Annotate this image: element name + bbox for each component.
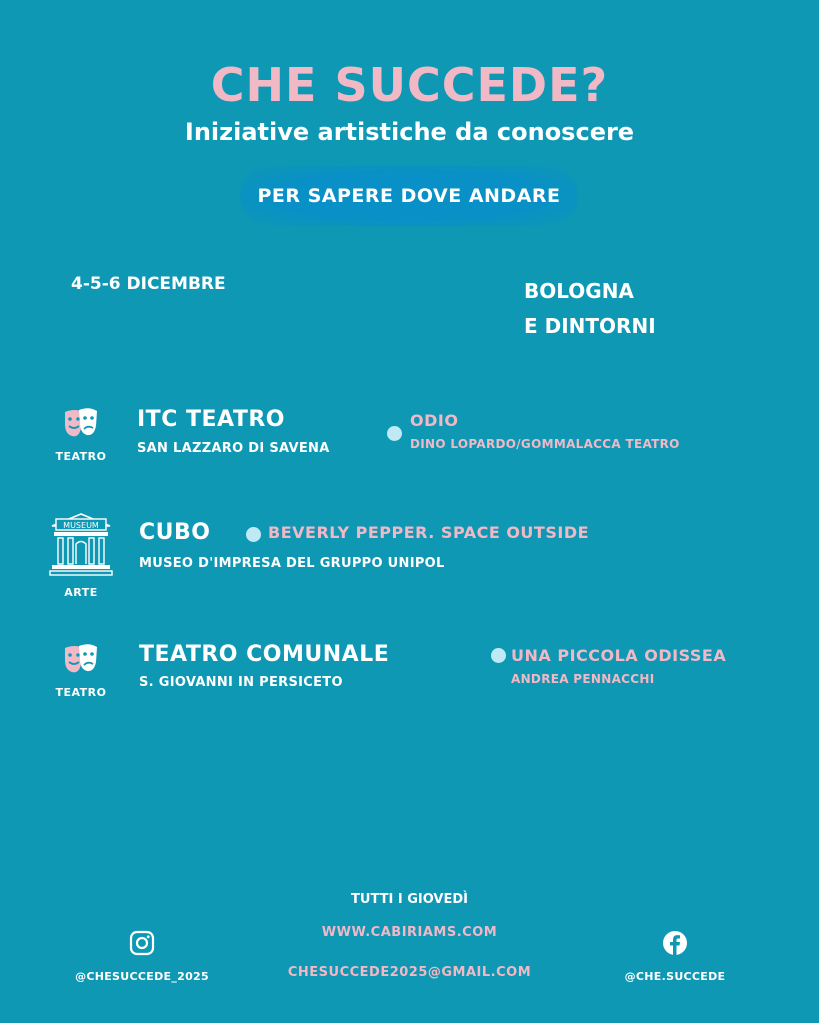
venue-name: CUBO — [139, 520, 211, 545]
event-title: BEVERLY PEPPER. SPACE OUTSIDE — [268, 523, 590, 542]
facebook-icon — [662, 930, 688, 956]
category-arte — [46, 512, 116, 599]
event-author: DINO LOPARDO/GOMMALACCA TEATRO — [410, 437, 680, 451]
location-line-1: BOLOGNA — [524, 279, 634, 303]
bullet-dot — [387, 426, 402, 441]
event-author: ANDREA PENNACCHI — [511, 672, 655, 686]
theater-masks-icon — [61, 642, 101, 680]
page-subtitle: Iniziative artistiche da conoscere — [184, 118, 635, 146]
schedule-text: TUTTI I GIOVEDÌ — [351, 892, 468, 907]
tagline-pill — [240, 166, 578, 226]
theater-masks-icon — [61, 406, 101, 444]
category-label: TEATRO — [55, 686, 107, 699]
venue-name: TEATRO COMUNALE — [139, 642, 390, 667]
museum-sign-text: MUSEUM — [63, 521, 99, 530]
venue-location: S. GIOVANNI IN PERSICETO — [139, 675, 343, 690]
tagline-text: PER SAPERE DOVE ANDARE — [257, 185, 561, 207]
venue-location: MUSEO D'IMPRESA DEL GRUPPO UNIPOL — [139, 556, 445, 571]
museum-icon — [48, 512, 114, 580]
event-title: ODIO — [410, 411, 459, 430]
venue-location: SAN LAZZARO DI SAVENA — [137, 441, 330, 456]
event-dates: 4-5-6 DICEMBRE — [71, 274, 226, 294]
website-link[interactable]: WWW.CABIRIAMS.COM — [321, 925, 498, 940]
instagram-icon — [129, 930, 155, 956]
instagram-link[interactable] — [54, 930, 230, 983]
category-label: TEATRO — [55, 450, 107, 463]
instagram-handle: @CHESUCCEDE_2025 — [75, 970, 209, 983]
location — [524, 274, 656, 344]
facebook-link[interactable] — [600, 930, 750, 983]
location-line-2: E DINTORNI — [524, 314, 656, 338]
page-title: CHE SUCCEDE? — [210, 58, 609, 112]
bullet-dot — [246, 527, 261, 542]
category-teatro-2 — [46, 642, 116, 699]
venue-name: ITC TEATRO — [137, 407, 285, 432]
bullet-dot — [491, 648, 506, 663]
email-link[interactable]: CHESUCCEDE2025@GMAIL.COM — [287, 965, 532, 980]
category-label: ARTE — [64, 586, 98, 599]
event-title: UNA PICCOLA ODISSEA — [511, 646, 727, 665]
facebook-handle: @CHE.SUCCEDE — [624, 970, 726, 983]
category-teatro-1 — [46, 406, 116, 463]
